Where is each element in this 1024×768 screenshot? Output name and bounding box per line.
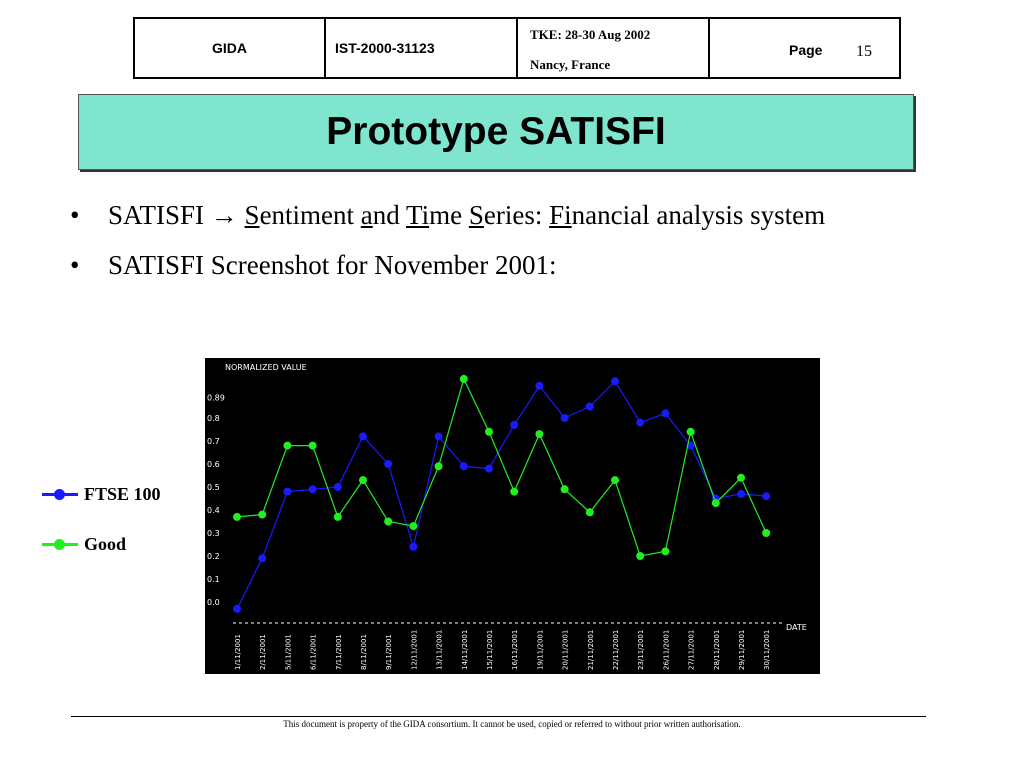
x-tick-label: 7/11/2001: [334, 634, 343, 670]
acronym-s2: S: [468, 200, 484, 230]
chart-legend: [42, 480, 161, 580]
slide-title: [78, 94, 914, 170]
data-point-good: [712, 499, 720, 507]
header-org: [135, 19, 326, 77]
x-tick-label: 15/11/2001: [486, 629, 494, 670]
event-line2: Nancy, France: [530, 57, 611, 72]
acronym-a: a: [360, 200, 373, 230]
org-label: GIDA: [212, 40, 247, 56]
acronym-i: i: [421, 200, 430, 230]
page-label: Page: [789, 42, 823, 58]
data-point-good: [636, 552, 644, 560]
acronym-t: T: [406, 200, 422, 230]
x-tick-label: 23/11/2001: [637, 629, 646, 670]
bullet-list: [68, 196, 948, 296]
data-point-ftse: [409, 543, 417, 551]
data-point-ftse: [309, 485, 317, 493]
acronym-s: S: [244, 200, 260, 230]
x-tick-label: 6/11/2001: [309, 634, 318, 670]
data-point-good: [359, 476, 367, 484]
y-tick-label: 0.1: [207, 575, 220, 584]
x-tick-label: 21/11/2001: [586, 629, 595, 670]
x-tick-label: 28/11/2001: [712, 629, 721, 670]
chart-background: [205, 358, 820, 674]
acronym-fi: Fi: [549, 200, 572, 230]
legend-line-icon: [42, 543, 78, 546]
word-nancial: nancial analysis system: [571, 200, 826, 230]
data-point-ftse: [233, 605, 241, 613]
data-point-ftse: [661, 409, 669, 417]
x-tick-label: 14/11/2001: [460, 629, 469, 670]
data-point-good: [460, 375, 468, 383]
data-point-ftse: [283, 488, 291, 496]
x-tick-label: 16/11/2001: [511, 629, 520, 670]
x-tick-label: 8/11/2001: [360, 634, 368, 670]
data-point-good: [435, 462, 443, 470]
x-tick-label: 26/11/2001: [662, 629, 671, 670]
data-point-good: [687, 428, 695, 436]
data-point-ftse: [435, 432, 443, 440]
data-point-ftse: [535, 382, 543, 390]
header-table: [133, 17, 901, 79]
legend-line-icon: [42, 493, 78, 496]
data-point-ftse: [636, 419, 644, 427]
x-tick-label: 19/11/2001: [536, 629, 545, 670]
bullet-1-pre: SATISFI: [108, 200, 211, 230]
page-number: 15: [856, 43, 872, 60]
data-point-good: [510, 488, 518, 496]
y-tick-label: 0.7: [207, 437, 220, 446]
project-id: IST-2000-31123: [335, 40, 435, 56]
bullet-2-text: SATISFI Screenshot for November 2001:: [108, 250, 557, 280]
data-point-ftse: [359, 432, 367, 440]
bullet-dot: •: [70, 250, 80, 280]
legend-label-ftse: FTSE 100: [84, 483, 161, 504]
header-page: [710, 19, 899, 77]
data-point-ftse: [384, 460, 392, 468]
data-point-good: [233, 513, 241, 521]
legend-label-good: Good: [84, 533, 127, 554]
word-me: me: [429, 200, 469, 230]
y-tick-label: 0.8: [207, 414, 220, 423]
x-tick-label: 9/11/2001: [385, 634, 394, 670]
word-nd: nd: [372, 200, 407, 230]
y-tick-label: 0.5: [207, 483, 220, 492]
data-point-good: [535, 430, 543, 438]
word-entiment: entiment: [259, 200, 361, 230]
x-axis-title: DATE: [786, 623, 807, 632]
bullet-item-2: [68, 246, 948, 284]
data-point-ftse: [485, 465, 493, 473]
header-event: [518, 19, 710, 77]
legend-item-good: [42, 530, 161, 558]
arrow-icon: →: [210, 200, 238, 230]
x-tick-label: 22/11/2001: [612, 629, 620, 670]
bullet-item-1: [68, 196, 948, 234]
data-point-good: [485, 428, 493, 436]
data-point-good: [737, 474, 745, 482]
slide-title-text: Prototype SATISFI: [326, 110, 666, 153]
x-tick-label: 1/11/2001: [234, 634, 242, 670]
data-point-ftse: [460, 462, 468, 470]
footer-rule: [71, 716, 926, 717]
header-project: [326, 19, 518, 77]
data-point-good: [309, 442, 317, 450]
data-point-ftse: [561, 414, 569, 422]
y-tick-label: 0.6: [207, 460, 220, 469]
bullet-dot: •: [70, 200, 80, 230]
word-eries: eries:: [483, 200, 550, 230]
event-line1: TKE: 28-30 Aug 2002: [530, 27, 651, 42]
data-point-good: [611, 476, 619, 484]
data-point-good: [561, 485, 569, 493]
data-point-good: [762, 529, 770, 537]
data-point-good: [258, 511, 266, 519]
data-point-ftse: [762, 492, 770, 500]
data-point-good: [661, 547, 669, 555]
y-tick-label: 0.4: [207, 506, 220, 515]
x-tick-label: 12/11/2001: [410, 629, 419, 670]
legend-item-ftse: [42, 480, 161, 508]
y-tick-label: 0.3: [207, 529, 220, 538]
data-point-ftse: [258, 554, 266, 562]
x-tick-label: 5/11/2001: [284, 634, 293, 670]
x-tick-label: 29/11/2001: [738, 629, 746, 670]
y-axis-title: NORMALIZED VALUE: [225, 363, 307, 372]
data-point-ftse: [586, 403, 594, 411]
data-point-good: [409, 522, 417, 530]
footer-text: This document is property of the GIDA consortium. It cannot be used, copied or referred to without prior written authorisation.: [283, 719, 741, 729]
data-point-good: [384, 518, 392, 526]
data-point-good: [334, 513, 342, 521]
x-tick-label: 27/11/2001: [687, 629, 696, 670]
data-point-ftse: [334, 483, 342, 491]
y-tick-label: 0.2: [207, 552, 220, 561]
y-tick-label: 0.0: [207, 598, 220, 607]
data-point-ftse: [737, 490, 745, 498]
x-tick-label: 30/11/2001: [763, 629, 772, 670]
x-tick-label: 20/11/2001: [561, 629, 570, 670]
satisfi-chart: [205, 358, 820, 674]
x-tick-label: 13/11/2001: [435, 629, 444, 670]
data-point-ftse: [611, 377, 619, 385]
x-tick-label: 2/11/2001: [259, 634, 268, 670]
data-point-good: [283, 442, 291, 450]
data-point-ftse: [510, 421, 518, 429]
y-tick-label: 0.89: [207, 393, 225, 403]
data-point-good: [586, 508, 594, 516]
